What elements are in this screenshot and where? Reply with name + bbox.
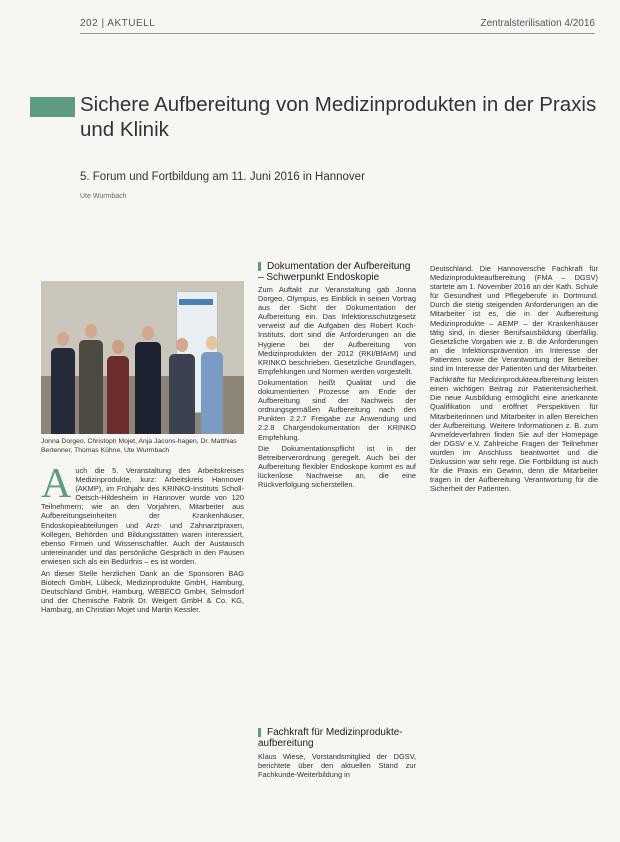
person-1 bbox=[51, 330, 75, 434]
person-2 bbox=[79, 322, 103, 434]
section-1-heading bbox=[258, 261, 418, 283]
section-label: AKTUELL bbox=[107, 18, 156, 29]
section-2-heading bbox=[258, 727, 418, 749]
person-3 bbox=[107, 338, 129, 434]
col1-paragraph-2: An dieser Stelle herzlichen Dank an die Sponsoren BAG Biotech GmbH, Lübeck, Medizinprodukte GmbH, Hamburg, Deutschland GmbH, Hamburg, WEBECO GmbH, Selmsdorf und der Chemische Fabrik Dr. Weigert GmbH & Co. KG, Hamburg, an Christian Mojet und Martin Kessler. bbox=[41, 569, 244, 615]
col2b-paragraph-1: Klaus Wiese, Vorstandsmitglied der DGSV, berichtete über den aktuellen Stand zur Fachkunde-Weiterbildung in bbox=[258, 752, 416, 780]
column-3 bbox=[430, 264, 598, 493]
page-header bbox=[80, 18, 595, 34]
person-6 bbox=[201, 334, 223, 434]
col2-paragraph-1: Zum Auftakt zur Veranstaltung gab Jonna Dorgeo, Olympus, es Einblick in seinen Vortrag aus der Sicht der Dokumentation der Aufbereitung ein. Das Infektionsschutzgesetz verweist auf die Aufgaben des Robert Koch-Instituts, dort sind die Anforderungen an die Hygiene bei der Aufbereitung von Medizinprodukten der 2012 (RKI/BfArM) und KRINKO beschrieben. Gesetzliche Grundlagen, Empfehlungen und Normen werden vorgestellt. bbox=[258, 285, 416, 376]
column-2-continued bbox=[258, 752, 416, 779]
column-1 bbox=[41, 461, 244, 615]
article-author: Ute Wurmbach bbox=[80, 193, 127, 200]
article-subtitle: 5. Forum und Fortbildung am 11. Juni 2016 in Hannover bbox=[80, 171, 365, 183]
col3-paragraph-2: Fachkräfte für Medizinprodukteaufbereitung leisten einen wichtigen Beitrag zur Patientensicherheit. Die neue Ausbildung ermöglicht eine anerkannte Qualifikation und eröffnet Perspektiven für Mitarbeiterinnen und Mitarbeiter in allen Bereichen der Aufbereitung. Weitere Informationen z. B. zum Anmeldeverfahren finden Sie auf der Homepage der DGSV e.V. Zahlreiche Fragen der Teilnehmer wurden im Anschluss beantwortet und die Diskussion war sehr rege. Die Fortbildung ist auch für die Praxis ein Gewinn, denn die Mitarbeiter tragen in der Aufbereitung Verantwortung für die Sicherheit der Patienten. bbox=[430, 375, 598, 494]
section-2-title: Fachkraft für Medizinprodukteaufbereitung bbox=[258, 727, 403, 749]
col2-paragraph-3: Die Dokumentationspflicht ist in der Betreiberverordnung geregelt. Auch bei der Aufbereitung flexibler Endoskope kommt es auf lückenlose Nachweise an, die eine Rückverfolgung sicherstellen. bbox=[258, 443, 416, 489]
group-photo bbox=[41, 281, 244, 434]
header-divider bbox=[80, 33, 595, 34]
article-title: Sichere Aufbereitung von Medizinprodukten in der Praxis und Klinik bbox=[80, 93, 597, 141]
section-1-title: Dokumentation der Aufbereitung – Schwerpunkt Endoskopie bbox=[258, 261, 411, 283]
column-2 bbox=[258, 285, 416, 489]
col1-paragraph-1: uch die 5. Veranstaltung des Arbeitskreises Medizinprodukte, kurz: Arbeitskreis Hannover (AKMP), im Frühjahr des KRINKO-Instituts Scholl-Oetsch-Hildesheim in Hannover wurde von 120 Teilnehmern; wie an den Vorjahren, Mitarbeiter aus Aufbereitungseinheiten der Krankenhäuser, Endoskopieabteilungen und Arzt- und Zahnarztpraxen, Kollegen, Behörden und Bildungsstätten waren interessiert, ebenso Firmen und Wissenschaftler. Auch der Austausch untereinander und das persönliche Gespräch in den Pausen erwiesen sich als ein Bedürfnis – es ist worden. bbox=[41, 466, 244, 566]
person-5 bbox=[169, 336, 195, 434]
header-left: 202 | AKTUELL bbox=[80, 18, 156, 29]
photo-caption: Jonna Dorgeo, Christoph Mojet, Anja Jacons-hagen, Dr. Matthias Bertenner, Thomas Kühne, Ute Wurmbach bbox=[41, 438, 237, 454]
col3-paragraph-1: Deutschland. Die Hannoversche Fachkraft für Medizinprodukteaufbereitung (FMA – DGSV) startete am 1. November 2016 an der Kath. Schule für Gesundheit und Pflegeberufe in Dortmund. Durch die stetig steigenden Anforderungen an die Mitarbeiter ist es, die in der Aufbereitung Medizinprodukte – AEMP – der Krankenhäuser tätig sind, in dieser Berufsausbildung überfällig. Gesetzliche Vorgaben wie z. B. die Anforderungen an die Infektionsprävention im Interesse der Patienten sowie die Verantwortung der Betreiber sind im Interesse der Patienten und der Mitarbeiter. bbox=[430, 264, 598, 374]
photo-banner-stripe bbox=[179, 299, 213, 305]
title-accent-bar bbox=[30, 97, 75, 117]
page-number: 202 bbox=[80, 18, 99, 29]
col2-paragraph-2: Dokumentation heißt Qualität und die dokumentierten Prozesse am Ende der Aufbereitung sind der Nachweis der ordnungsgemäßen Aufbereitung nach den Punkten 2.2.7 Freigabe zur Anwendung und 2.2.8 Chargendokumentation der KRINKO Empfehlung. bbox=[258, 377, 416, 442]
person-4 bbox=[135, 324, 161, 434]
drop-cap: A bbox=[41, 461, 72, 507]
journal-label: Zentralsterilisation 4/2016 bbox=[480, 18, 595, 29]
